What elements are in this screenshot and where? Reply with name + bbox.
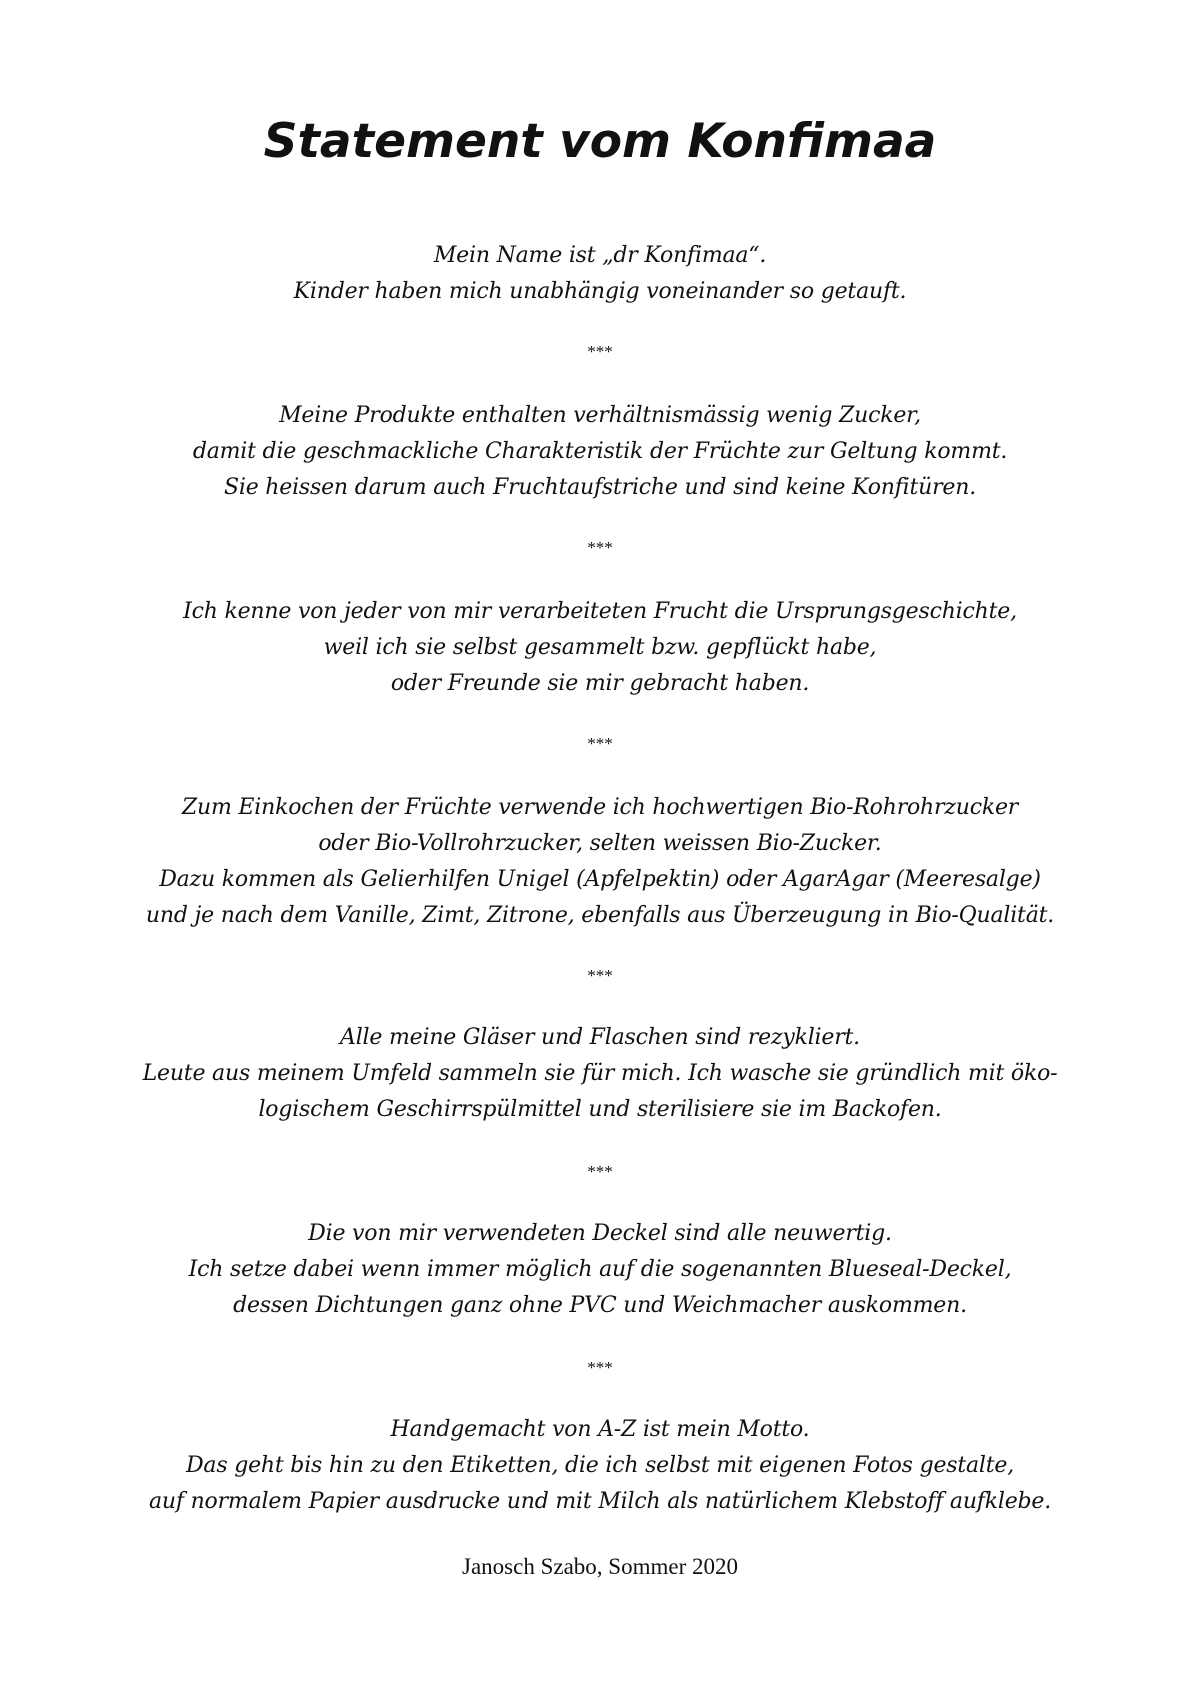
paragraph-line: Sie heissen darum auch Fruchtaufstriche und sind keine Konfitüren. (223, 475, 976, 500)
section-separator: *** (587, 1358, 613, 1377)
section-separator: *** (587, 966, 613, 985)
section-separator: *** (587, 538, 613, 557)
paragraph-5 (100, 1020, 1100, 1128)
section-separator: *** (587, 342, 613, 361)
paragraph-line: Ich setze dabei wenn immer möglich auf die sogenannten Blueseal-Deckel, (188, 1257, 1012, 1282)
paragraph-line: Mein Name ist „dr Konfimaa“. (433, 243, 767, 268)
paragraph-line: Das geht bis hin zu den Etiketten, die ich selbst mit eigenen Fotos gestalte, (185, 1453, 1015, 1478)
paragraph-line: weil ich sie selbst gesammelt bzw. gepflückt habe, (323, 635, 877, 660)
paragraph-line: auf normalem Papier ausdrucke und mit Milch als natürlichem Klebstoff aufklebe. (148, 1489, 1052, 1514)
paragraph-1 (100, 238, 1100, 310)
paragraph-line: Meine Produkte enthalten verhältnismässig wenig Zucker, (279, 403, 921, 428)
section-separator: *** (587, 1162, 613, 1181)
paragraph-line: dessen Dichtungen ganz ohne PVC und Weichmacher auskommen. (233, 1293, 967, 1318)
paragraph-line: Ich kenne von jeder von mir verarbeiteten Frucht die Ursprungsgeschichte, (183, 599, 1017, 624)
paragraph-line: Die von mir verwendeten Deckel sind alle neuwertig. (308, 1221, 892, 1246)
paragraph-6 (100, 1216, 1100, 1324)
paragraph-3 (100, 594, 1100, 702)
paragraph-line: Leute aus meinem Umfeld sammeln sie für mich. Ich wasche sie gründlich mit öko- (142, 1061, 1058, 1086)
paragraph-7 (100, 1412, 1100, 1520)
author-signature: Janosch Szabo, Sommer 2020 (462, 1554, 738, 1579)
paragraph-line: Zum Einkochen der Früchte verwende ich hochwertigen Bio-Rohrohrzucker (181, 795, 1019, 820)
paragraph-line: oder Bio-Vollrohrzucker, selten weissen Bio-Zucker. (318, 831, 882, 856)
paragraph-line: und je nach dem Vanille, Zimt, Zitrone, ebenfalls aus Überzeugung in Bio-Qualität. (145, 903, 1055, 928)
paragraph-line: Dazu kommen als Gelierhilfen Unigel (Apfelpektin) oder AgarAgar (Meeresalge) (159, 867, 1041, 892)
section-separator: *** (587, 734, 613, 753)
paragraph-line: Alle meine Gläser und Flaschen sind rezykliert. (340, 1025, 860, 1050)
paragraph-line: Kinder haben mich unabhängig voneinander so getauft. (293, 279, 907, 304)
paragraph-line: Handgemacht von A-Z ist mein Motto. (390, 1417, 810, 1442)
page-title: Statement vom Konfimaa (263, 114, 937, 169)
paragraph-line: logischem Geschirrspülmittel und sterilisiere sie im Backofen. (258, 1097, 942, 1122)
paragraph-2 (100, 398, 1100, 506)
paragraph-4 (100, 790, 1100, 934)
paragraph-line: oder Freunde sie mir gebracht haben. (390, 671, 810, 696)
paragraph-line: damit die geschmackliche Charakteristik der Früchte zur Geltung kommt. (192, 439, 1008, 464)
